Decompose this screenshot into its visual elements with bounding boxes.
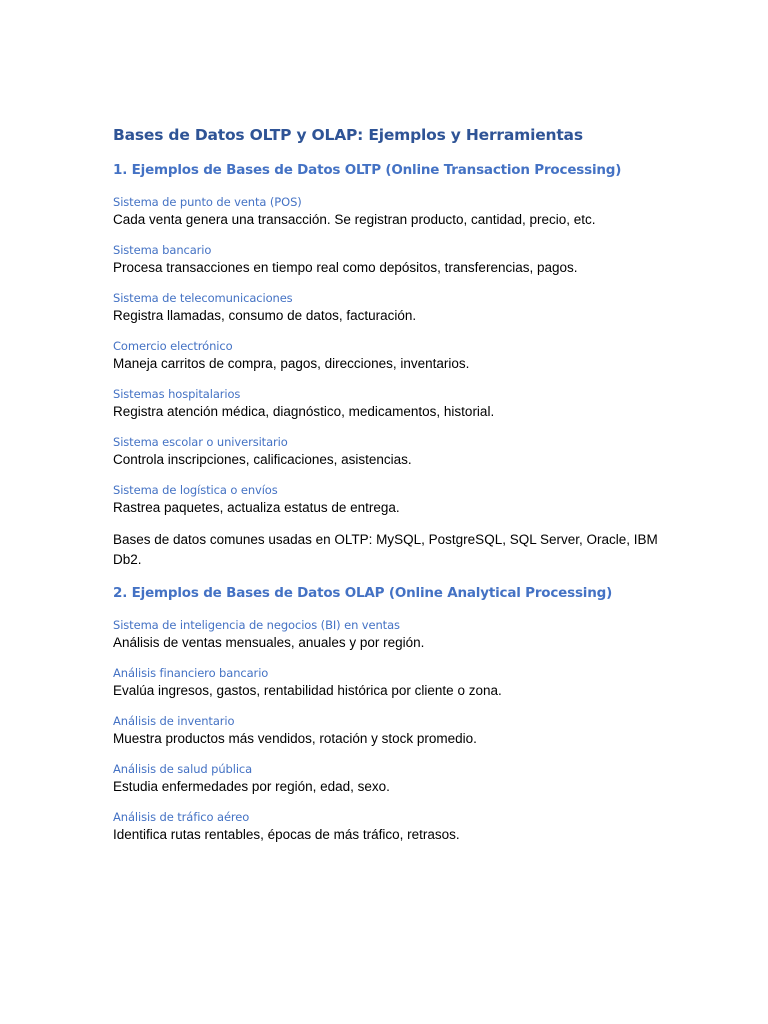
item-title: Análisis de tráfico aéreo (113, 810, 250, 824)
section-heading: 1. Ejemplos de Bases de Datos OLTP (Online Transaction Processing) (113, 162, 622, 178)
list-item (113, 242, 658, 277)
item-description: Registra atención médica, diagnóstico, medicamentos, historial. (113, 404, 495, 419)
item-description: Rastrea paquetes, actualiza estatus de entrega. (113, 500, 400, 515)
list-item (113, 617, 658, 652)
item-description: Maneja carritos de compra, pagos, direcciones, inventarios. (113, 356, 470, 371)
item-title: Sistemas hospitalarios (113, 387, 241, 401)
item-title: Sistema escolar o universitario (113, 435, 288, 449)
section-olap (113, 582, 658, 844)
item-description: Análisis de ventas mensuales, anuales y por región. (113, 635, 425, 650)
item-description: Procesa transacciones en tiempo real como depósitos, transferencias, pagos. (113, 260, 578, 275)
list-item (113, 665, 658, 700)
document-title: Bases de Datos OLTP y OLAP: Ejemplos y Herramientas (113, 126, 583, 144)
item-title: Sistema bancario (113, 243, 212, 257)
list-item (113, 290, 658, 325)
item-description: Cada venta genera una transacción. Se registran producto, cantidad, precio, etc. (113, 212, 596, 227)
list-item (113, 482, 658, 517)
list-item (113, 761, 658, 796)
document-page (113, 122, 658, 857)
item-title: Comercio electrónico (113, 339, 233, 353)
item-title: Análisis de salud pública (113, 762, 253, 776)
section-oltp (113, 159, 658, 569)
list-item (113, 809, 658, 844)
item-title: Análisis financiero bancario (113, 666, 269, 680)
item-title: Sistema de punto de venta (POS) (113, 195, 302, 209)
list-item (113, 434, 658, 469)
list-item (113, 386, 658, 421)
item-title: Sistema de telecomunicaciones (113, 291, 293, 305)
list-item (113, 713, 658, 748)
item-title: Análisis de inventario (113, 714, 235, 728)
item-description: Registra llamadas, consumo de datos, facturación. (113, 308, 417, 323)
item-title: Sistema de logística o envíos (113, 483, 278, 497)
item-title: Sistema de inteligencia de negocios (BI) en ventas (113, 618, 400, 632)
item-description: Muestra productos más vendidos, rotación y stock promedio. (113, 731, 477, 746)
item-description: Identifica rutas rentables, épocas de más tráfico, retrasos. (113, 827, 460, 842)
list-item (113, 338, 658, 373)
list-item (113, 194, 658, 229)
database-note: Bases de datos comunes usadas en OLTP: MySQL, PostgreSQL, SQL Server, Oracle, IBM Db2. (113, 532, 658, 567)
item-description: Evalúa ingresos, gastos, rentabilidad histórica por cliente o zona. (113, 683, 502, 698)
item-description: Controla inscripciones, calificaciones, asistencias. (113, 452, 412, 467)
item-description: Estudia enfermedades por región, edad, sexo. (113, 779, 390, 794)
section-heading: 2. Ejemplos de Bases de Datos OLAP (Online Analytical Processing) (113, 585, 613, 601)
